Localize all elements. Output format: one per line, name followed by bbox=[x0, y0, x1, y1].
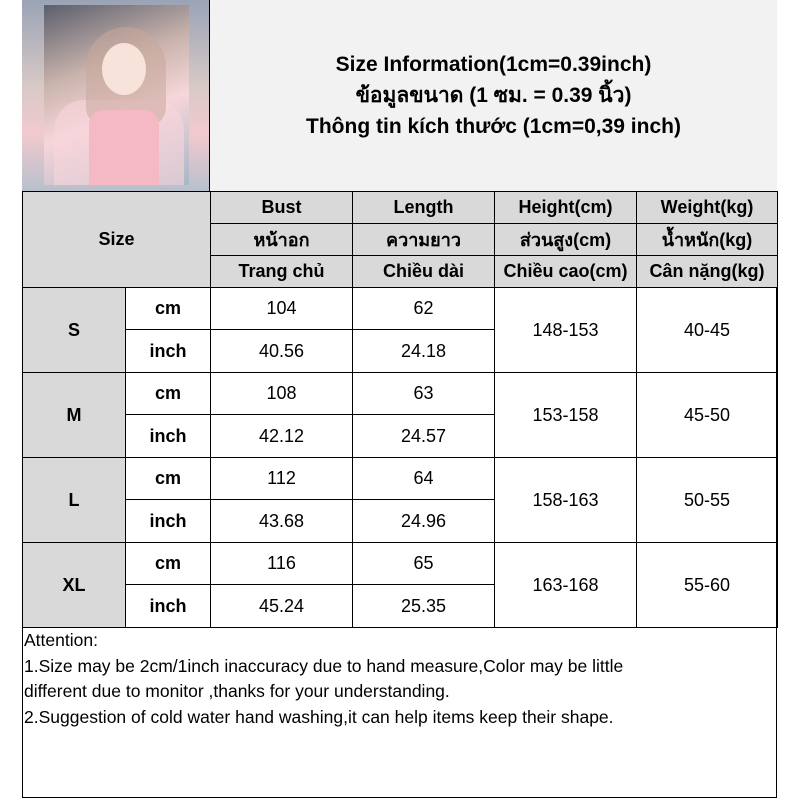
bust-inch: 42.12 bbox=[211, 415, 353, 458]
product-photo bbox=[22, 0, 210, 191]
model-image bbox=[44, 5, 189, 185]
length-cm: 63 bbox=[353, 373, 495, 415]
title-vietnamese: Thông tin kích thước (1cm=0,39 inch) bbox=[306, 115, 681, 138]
col-weight-en: Weight(kg) bbox=[637, 192, 778, 224]
weight-range: 45-50 bbox=[637, 373, 778, 458]
length-cm: 64 bbox=[353, 458, 495, 500]
attention-line-1b: different due to monitor ,thanks for your understanding. bbox=[24, 681, 450, 701]
bust-cm: 104 bbox=[211, 288, 353, 330]
size-l: L bbox=[23, 458, 126, 543]
col-height-vi: Chiều cao(cm) bbox=[495, 256, 637, 288]
size-header: Size bbox=[23, 192, 211, 288]
col-bust-en: Bust bbox=[211, 192, 353, 224]
col-bust-th: หน้าอก bbox=[211, 224, 353, 256]
col-bust-vi: Trang chủ bbox=[211, 256, 353, 288]
length-inch: 24.96 bbox=[353, 500, 495, 543]
bust-inch: 45.24 bbox=[211, 585, 353, 628]
length-cm: 65 bbox=[353, 543, 495, 585]
height-range: 163-168 bbox=[495, 543, 637, 628]
col-length-th: ความยาว bbox=[353, 224, 495, 256]
bust-inch: 40.56 bbox=[211, 330, 353, 373]
bust-cm: 108 bbox=[211, 373, 353, 415]
weight-range: 50-55 bbox=[637, 458, 778, 543]
col-height-th: ส่วนสูง(cm) bbox=[495, 224, 637, 256]
bust-cm: 112 bbox=[211, 458, 353, 500]
size-s: S bbox=[23, 288, 126, 373]
height-range: 158-163 bbox=[495, 458, 637, 543]
height-range: 148-153 bbox=[495, 288, 637, 373]
length-inch: 24.18 bbox=[353, 330, 495, 373]
bust-inch: 43.68 bbox=[211, 500, 353, 543]
title-english: Size Information(1cm=0.39inch) bbox=[335, 53, 652, 76]
length-cm: 62 bbox=[353, 288, 495, 330]
size-info-title bbox=[210, 0, 777, 191]
height-range: 153-158 bbox=[495, 373, 637, 458]
weight-range: 40-45 bbox=[637, 288, 778, 373]
length-inch: 24.57 bbox=[353, 415, 495, 458]
size-xl: XL bbox=[23, 543, 126, 628]
unit-inch: inch bbox=[126, 415, 211, 458]
size-m: M bbox=[23, 373, 126, 458]
title-thai: ข้อมูลขนาด (1 ซม. = 0.39 นิ้ว) bbox=[355, 84, 632, 107]
unit-cm: cm bbox=[126, 543, 211, 585]
attention-line-1a: 1.Size may be 2cm/1inch inaccuracy due to hand measure,Color may be little bbox=[24, 655, 624, 676]
col-weight-th: น้ำหนัก(kg) bbox=[637, 224, 778, 256]
size-table bbox=[22, 191, 778, 628]
attention-title: Attention: bbox=[24, 630, 98, 650]
attention-notes bbox=[24, 628, 774, 730]
unit-cm: cm bbox=[126, 288, 211, 330]
weight-range: 55-60 bbox=[637, 543, 778, 628]
col-length-en: Length bbox=[353, 192, 495, 224]
col-length-vi: Chiều dài bbox=[353, 256, 495, 288]
bust-cm: 116 bbox=[211, 543, 353, 585]
unit-cm: cm bbox=[126, 373, 211, 415]
unit-cm: cm bbox=[126, 458, 211, 500]
col-weight-vi: Cân nặng(kg) bbox=[637, 256, 778, 288]
unit-inch: inch bbox=[126, 500, 211, 543]
length-inch: 25.35 bbox=[353, 585, 495, 628]
attention-line-2: 2.Suggestion of cold water hand washing,it can help items keep their shape. bbox=[24, 706, 614, 727]
col-height-en: Height(cm) bbox=[495, 192, 637, 224]
unit-inch: inch bbox=[126, 330, 211, 373]
unit-inch: inch bbox=[126, 585, 211, 628]
